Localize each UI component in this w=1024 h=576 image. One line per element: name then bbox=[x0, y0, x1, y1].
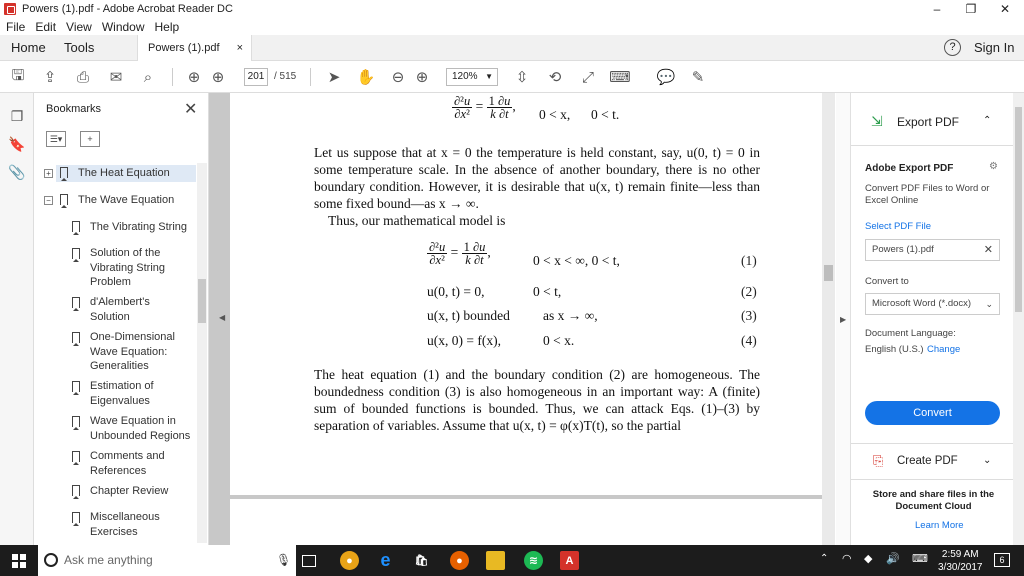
menu-view[interactable]: View bbox=[66, 19, 92, 34]
chevron-down-icon: ⌄ bbox=[985, 299, 993, 309]
select-cursor-icon[interactable]: ➤ bbox=[327, 69, 341, 86]
fit-page-icon[interactable]: ⇳ bbox=[515, 69, 529, 86]
restore-button[interactable]: ❐ bbox=[965, 2, 977, 16]
create-pdf-icon: ⎘ bbox=[873, 453, 884, 468]
adobe-export-heading: Adobe Export PDF bbox=[865, 163, 954, 174]
bookmark-label: Estimation of Eigenvalues bbox=[90, 380, 154, 407]
expand-right-panel-icon[interactable]: ▶ bbox=[840, 315, 847, 324]
help-icon[interactable]: ? bbox=[944, 39, 961, 56]
close-icon[interactable]: ✕ bbox=[184, 101, 198, 118]
document-language-label: Document Language: bbox=[865, 328, 956, 339]
bookmark-label: Solution of the Vibrating String Problem bbox=[90, 247, 166, 288]
edge-icon[interactable]: e bbox=[380, 550, 391, 570]
tray-expand-icon[interactable]: ⌃ bbox=[820, 553, 829, 564]
zoom-out-icon[interactable]: ⊖ bbox=[391, 69, 405, 86]
previous-page-icon[interactable]: ⊕ bbox=[187, 69, 201, 86]
page-number-input[interactable]: 201 bbox=[244, 68, 268, 86]
firefox-icon[interactable]: ● bbox=[450, 551, 469, 570]
windows-start-icon[interactable] bbox=[12, 554, 26, 568]
clock[interactable] bbox=[938, 548, 983, 574]
document-scrollbar[interactable] bbox=[822, 93, 835, 545]
document-viewport[interactable] bbox=[209, 93, 835, 545]
bookmark-label: The Heat Equation bbox=[78, 167, 170, 179]
convert-button[interactable]: Convert bbox=[865, 401, 1000, 425]
wifi-icon[interactable]: ◠ bbox=[842, 553, 852, 565]
search-icon[interactable]: ⌕ bbox=[143, 68, 153, 86]
bookmark-label: The Wave Equation bbox=[78, 194, 175, 206]
taskbar bbox=[0, 545, 1024, 576]
cortana-search-box[interactable] bbox=[38, 545, 296, 576]
upload-cloud-icon[interactable]: ⇪ bbox=[43, 69, 57, 86]
menu-window[interactable]: Window bbox=[101, 19, 145, 34]
equation-lhs: u(x, 0) = f(x), bbox=[427, 333, 501, 348]
sign-pen-icon[interactable]: ✎ bbox=[691, 69, 705, 86]
sign-in-link[interactable]: Sign In bbox=[974, 40, 1015, 55]
pdf-page bbox=[230, 93, 824, 495]
bookmark-label: Comments and References bbox=[90, 450, 165, 477]
task-view-icon[interactable] bbox=[302, 555, 316, 567]
change-language-link[interactable]: Change bbox=[927, 344, 961, 355]
bookmark-icon bbox=[60, 194, 68, 205]
cortana-icon bbox=[44, 553, 58, 567]
bookmark-icon bbox=[72, 381, 80, 392]
bookmark-icon bbox=[60, 167, 68, 178]
next-page-icon[interactable]: ⊕ bbox=[211, 69, 225, 86]
store-share-text: Store and share files in the Document Cloud bbox=[872, 489, 995, 512]
zoom-in-icon[interactable]: ⊕ bbox=[415, 69, 429, 86]
document-language-value: English (U.S.) bbox=[865, 344, 924, 355]
bookmark-icon[interactable]: 🔖 bbox=[8, 135, 26, 152]
equation-heat-top: $\frac{\text{∂²u}}{\text{∂x²}}$ = $\frac{1 \partial u}{k \partial t}$ , bbox=[454, 94, 516, 121]
title-bar bbox=[0, 0, 1024, 18]
equation-condition: 0 < x < ∞, 0 < t, bbox=[533, 253, 620, 268]
menu-bar bbox=[0, 18, 1024, 35]
bookmark-label: Wave Equation in Unbounded Regions bbox=[90, 415, 191, 442]
equation-lhs: u(x, t) bounded bbox=[427, 308, 510, 323]
collapse-left-panel-icon[interactable]: ◀ bbox=[219, 313, 226, 322]
bookmark-options-icon[interactable]: ☰▾ bbox=[46, 131, 66, 147]
page-total: / 515 bbox=[274, 71, 297, 82]
divider bbox=[851, 443, 1014, 444]
search-placeholder: Ask me anything bbox=[64, 553, 153, 567]
menu-help[interactable]: Help bbox=[154, 19, 180, 34]
bookmark-label: Miscellaneous Exercises bbox=[90, 511, 160, 538]
bookmark-icon bbox=[72, 416, 80, 427]
dropbox-icon[interactable]: ◆ bbox=[864, 553, 873, 565]
acrobat-taskbar-icon[interactable]: A bbox=[560, 551, 579, 570]
clock-time: 2:59 AM bbox=[941, 549, 979, 560]
toolbar bbox=[0, 61, 1024, 93]
equation-condition: as x → ∞, bbox=[543, 308, 598, 323]
bookmark-icon bbox=[72, 297, 80, 308]
zoom-value: 120% bbox=[452, 71, 478, 82]
collapse-icon[interactable]: − bbox=[44, 196, 53, 205]
menu-edit[interactable]: Edit bbox=[35, 19, 57, 34]
paragraph: Let us suppose that at x = 0 the temperature is held constant, say, u(0, t) = 0 in some temperature scale. In the absence of another boundary, there is no other boundary condition. However, it is desirable that u(x, t) remain finite—less than some fixed bound—as x → ∞. bbox=[314, 145, 760, 211]
zoom-select[interactable] bbox=[446, 68, 498, 86]
bookmark-icon bbox=[72, 332, 80, 343]
comment-icon[interactable]: 💬 bbox=[656, 69, 676, 86]
equation-condition: 0 < t, bbox=[533, 284, 562, 299]
create-pdf-title[interactable]: Create PDF bbox=[897, 455, 958, 467]
tab-document[interactable] bbox=[137, 35, 252, 61]
equation-number: (2) bbox=[741, 284, 757, 299]
equation-condition: 0 < x, bbox=[539, 107, 571, 122]
volume-icon[interactable]: 🔊 bbox=[886, 553, 900, 565]
tools-pane-scrollbar[interactable] bbox=[1013, 93, 1024, 545]
format-select[interactable] bbox=[865, 293, 1000, 315]
convert-to-label: Convert to bbox=[865, 276, 909, 287]
keyboard-icon[interactable]: ⌨ bbox=[912, 553, 928, 565]
right-panel-gutter bbox=[836, 93, 850, 545]
file-explorer-icon[interactable] bbox=[486, 551, 505, 570]
divider bbox=[851, 479, 1014, 480]
toolbar-divider bbox=[310, 68, 311, 86]
bookmarks-panel bbox=[34, 93, 209, 545]
bookmark-icon bbox=[72, 485, 80, 496]
chevron-down-icon[interactable]: ⌄ bbox=[983, 455, 992, 466]
bookmark-label: d'Alembert's Solution bbox=[90, 296, 150, 323]
bookmarks-scrollbar[interactable] bbox=[197, 163, 207, 543]
equation-condition: 0 < x. bbox=[543, 333, 575, 348]
email-icon[interactable]: ✉ bbox=[109, 69, 123, 86]
acrobat-app-icon bbox=[4, 3, 16, 15]
chevron-down-icon: ▼ bbox=[485, 72, 493, 81]
bookmark-item[interactable] bbox=[56, 165, 196, 182]
equation-1-lhs: $\frac{\text{∂²u}}{\text{∂x²}}$ = $\frac{1 \partial u}{k \partial t}$ , bbox=[429, 240, 491, 267]
rotate-view-icon[interactable]: ⟲ bbox=[548, 69, 562, 86]
hand-tool-icon[interactable]: ✋ bbox=[356, 69, 376, 86]
notification-center-icon[interactable]: 6 bbox=[994, 553, 1010, 567]
learn-more-link[interactable]: Learn More bbox=[915, 520, 964, 531]
bookmarks-header: Bookmarks bbox=[46, 103, 102, 115]
clock-date: 3/30/2017 bbox=[938, 562, 983, 573]
paragraph: The heat equation (1) and the boundary condition (2) are homogeneous. The boundedness condition (3) is also homogeneous in an important way: A (finite) sum of bounded functions is bounded. Thus, we can attack Eqs. (1)–(3) by separation of variables. Assume that u(x, t) = φ(x)T(t), so the partial bbox=[314, 367, 760, 433]
close-window-button[interactable]: ✕ bbox=[999, 2, 1011, 16]
pages-icon[interactable]: ❐ bbox=[10, 107, 24, 124]
chrome-icon[interactable]: ● bbox=[340, 551, 359, 570]
minimize-button[interactable]: – bbox=[933, 2, 941, 16]
equation-condition: 0 < t. bbox=[591, 107, 620, 122]
equation-number: (3) bbox=[741, 308, 757, 323]
pdf-next-page bbox=[230, 499, 824, 545]
tab-document-label: Powers (1).pdf bbox=[148, 42, 220, 54]
store-icon[interactable]: 🛍 bbox=[414, 555, 429, 567]
bookmark-label: One-Dimensional Wave Equation: Generalities bbox=[90, 331, 175, 372]
export-pdf-icon: ⇲ bbox=[871, 113, 883, 129]
settings-icon[interactable]: ⚙ bbox=[989, 161, 998, 172]
fullscreen-icon[interactable]: ⤢ bbox=[581, 68, 594, 86]
tab-home[interactable]: Home bbox=[11, 40, 46, 55]
equation-number: (4) bbox=[741, 333, 757, 348]
scrollbar-thumb[interactable] bbox=[1015, 107, 1022, 312]
bookmark-icon bbox=[72, 248, 80, 259]
select-pdf-label[interactable]: Select PDF File bbox=[865, 221, 931, 232]
spotify-icon[interactable]: ≋ bbox=[524, 551, 543, 570]
keyboard-icon[interactable]: ⌨ bbox=[609, 69, 631, 86]
bookmark-label: Chapter Review bbox=[90, 485, 169, 497]
tab-tools[interactable]: Tools bbox=[64, 40, 95, 55]
clear-file-icon[interactable]: ✕ bbox=[983, 244, 993, 256]
export-pdf-title[interactable]: Export PDF bbox=[897, 115, 960, 129]
microphone-icon[interactable]: 🎙 bbox=[276, 553, 292, 567]
paragraph: Thus, our mathematical model is bbox=[328, 213, 506, 228]
export-description: Convert PDF Files to Word or Excel Online bbox=[865, 183, 990, 206]
new-bookmark-icon[interactable]: + bbox=[80, 131, 100, 147]
format-value: Microsoft Word (*.docx) bbox=[872, 298, 972, 309]
scrollbar-thumb[interactable] bbox=[198, 279, 206, 323]
tools-pane bbox=[850, 93, 1013, 545]
bookmark-icon bbox=[72, 451, 80, 462]
window-title: Powers (1).pdf - Adobe Acrobat Reader DC bbox=[22, 3, 233, 15]
selected-file-name: Powers (1).pdf bbox=[872, 244, 934, 255]
save-icon[interactable]: 🖫 bbox=[11, 66, 25, 84]
selected-file-box[interactable] bbox=[865, 239, 1000, 261]
navigation-rail bbox=[0, 93, 34, 545]
tab-bar bbox=[0, 35, 1024, 61]
bookmark-icon bbox=[72, 221, 80, 232]
divider bbox=[851, 145, 1014, 146]
scrollbar-thumb[interactable] bbox=[824, 265, 833, 281]
equation-lhs: u(0, t) = 0, bbox=[427, 284, 485, 299]
bookmark-label: The Vibrating String bbox=[90, 221, 188, 233]
toolbar-divider bbox=[172, 68, 173, 86]
menu-file[interactable]: File bbox=[6, 19, 26, 34]
equation-number: (1) bbox=[741, 253, 757, 268]
print-icon[interactable]: ⎙ bbox=[76, 68, 89, 86]
chevron-up-icon[interactable]: ⌃ bbox=[983, 115, 992, 126]
expand-icon[interactable]: + bbox=[44, 169, 53, 178]
attachment-icon[interactable]: 📎 bbox=[8, 163, 26, 180]
close-tab-icon[interactable]: × bbox=[236, 42, 243, 54]
bookmark-icon bbox=[72, 512, 80, 523]
